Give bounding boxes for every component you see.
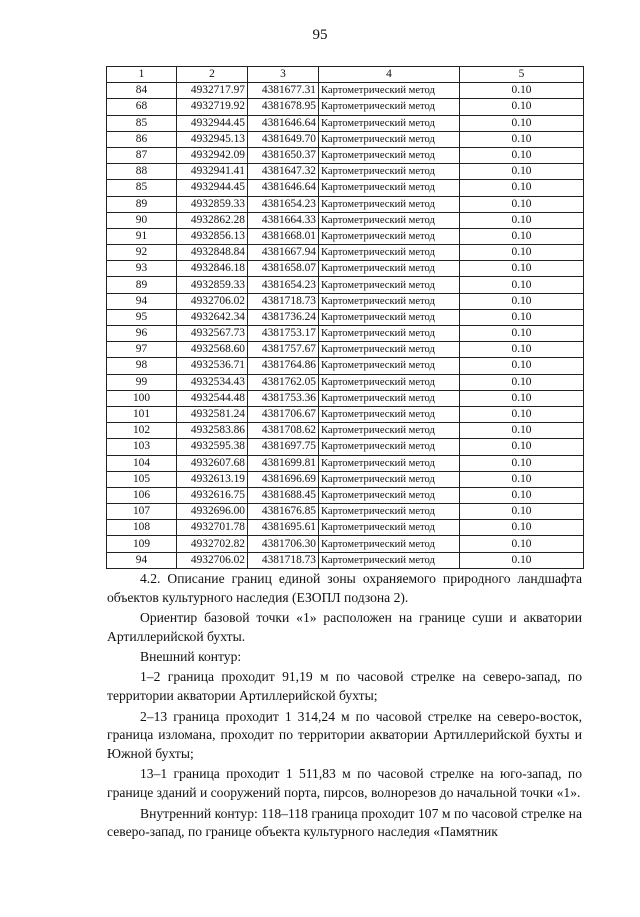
- paragraph: 1–2 граница проходит 91,19 м по часовой стрелке на северо-запад, по территории акватории Артиллерийской бухты;: [107, 669, 582, 704]
- method-cell: Картометрический метод: [319, 552, 460, 568]
- x-coordinate-cell: 4932941.41: [177, 164, 248, 180]
- y-coordinate-cell: 4381677.31: [248, 83, 319, 99]
- x-coordinate-cell: 4932702.82: [177, 536, 248, 552]
- accuracy-cell: 0.10: [460, 471, 584, 487]
- table-row: [107, 277, 584, 293]
- point-number-cell: 90: [107, 212, 177, 228]
- table-row: [107, 212, 584, 228]
- x-coordinate-cell: 4932544.48: [177, 390, 248, 406]
- table-row: [107, 423, 584, 439]
- table-row: [107, 342, 584, 358]
- y-coordinate-cell: 4381718.73: [248, 552, 319, 568]
- accuracy-cell: 0.10: [460, 131, 584, 147]
- method-cell: Картометрический метод: [319, 504, 460, 520]
- x-coordinate-cell: 4932595.38: [177, 439, 248, 455]
- method-cell: Картометрический метод: [319, 277, 460, 293]
- method-cell: Картометрический метод: [319, 261, 460, 277]
- table-row: [107, 471, 584, 487]
- x-coordinate-cell: 4932944.45: [177, 115, 248, 131]
- paragraph: Внутренний контур: 118–118 граница проходит 107 м по часовой стрелке на северо-запад, по границе объекта культурного наследия «Памятник: [107, 805, 582, 840]
- method-cell: Картометрический метод: [319, 358, 460, 374]
- paragraph: 4.2. Описание границ единой зоны охраняемого природного ландшафта объектов культурного наследия (ЕЗОПЛ подзона 2).: [107, 571, 582, 605]
- y-coordinate-cell: 4381650.37: [248, 147, 319, 163]
- table-row: [107, 131, 584, 147]
- method-cell: Картометрический метод: [319, 520, 460, 536]
- table-row: [107, 180, 584, 196]
- method-cell: Картометрический метод: [319, 212, 460, 228]
- accuracy-cell: 0.10: [460, 277, 584, 293]
- method-cell: Картометрический метод: [319, 147, 460, 163]
- accuracy-cell: 0.10: [460, 552, 584, 568]
- x-coordinate-cell: 4932719.92: [177, 99, 248, 115]
- point-number-cell: 96: [107, 326, 177, 342]
- y-coordinate-cell: 4381676.85: [248, 504, 319, 520]
- method-cell: Картометрический метод: [319, 180, 460, 196]
- accuracy-cell: 0.10: [460, 228, 584, 244]
- method-cell: Картометрический метод: [319, 471, 460, 487]
- x-coordinate-cell: 4932717.97: [177, 83, 248, 99]
- column-header: 5: [460, 67, 584, 83]
- table-row: [107, 164, 584, 180]
- method-cell: Картометрический метод: [319, 536, 460, 552]
- method-cell: Картометрический метод: [319, 390, 460, 406]
- table-row: [107, 374, 584, 390]
- method-cell: Картометрический метод: [319, 131, 460, 147]
- table-row: [107, 309, 584, 325]
- method-cell: Картометрический метод: [319, 164, 460, 180]
- y-coordinate-cell: 4381718.73: [248, 293, 319, 309]
- column-header: 1: [107, 67, 177, 83]
- accuracy-cell: 0.10: [460, 358, 584, 374]
- y-coordinate-cell: 4381695.61: [248, 520, 319, 536]
- method-cell: Картометрический метод: [319, 439, 460, 455]
- point-number-cell: 98: [107, 358, 177, 374]
- x-coordinate-cell: 4932567.73: [177, 326, 248, 342]
- table-row: [107, 439, 584, 455]
- point-number-cell: 104: [107, 455, 177, 471]
- method-cell: Картометрический метод: [319, 487, 460, 503]
- method-cell: Картометрический метод: [319, 228, 460, 244]
- x-coordinate-cell: 4932846.18: [177, 261, 248, 277]
- method-cell: Картометрический метод: [319, 423, 460, 439]
- x-coordinate-cell: 4932706.02: [177, 552, 248, 568]
- paragraph: Ориентир базовой точки «1» расположен на границе суши и акватории Артиллерийской бухты.: [107, 610, 582, 644]
- x-coordinate-cell: 4932706.02: [177, 293, 248, 309]
- y-coordinate-cell: 4381688.45: [248, 487, 319, 503]
- x-coordinate-cell: 4932696.00: [177, 504, 248, 520]
- point-number-cell: 91: [107, 228, 177, 244]
- table-row: [107, 326, 584, 342]
- y-coordinate-cell: 4381667.94: [248, 245, 319, 261]
- table-body: [107, 83, 584, 569]
- method-cell: Картометрический метод: [319, 309, 460, 325]
- point-number-cell: 95: [107, 309, 177, 325]
- point-number-cell: 68: [107, 99, 177, 115]
- table-row: [107, 293, 584, 309]
- x-coordinate-cell: 4932568.60: [177, 342, 248, 358]
- point-number-cell: 86: [107, 131, 177, 147]
- point-number-cell: 87: [107, 147, 177, 163]
- y-coordinate-cell: 4381696.69: [248, 471, 319, 487]
- point-number-cell: 85: [107, 115, 177, 131]
- paragraph: 13–1 граница проходит 1 511,83 м по часовой стрелке на юго-запад, по границе зданий и сооружений порта, пирсов, волнорезов до начальной точки «1».: [107, 766, 582, 801]
- y-coordinate-cell: 4381762.05: [248, 374, 319, 390]
- x-coordinate-cell: 4932642.34: [177, 309, 248, 325]
- accuracy-cell: 0.10: [460, 147, 584, 163]
- table-row: [107, 147, 584, 163]
- point-number-cell: 103: [107, 439, 177, 455]
- column-header: 4: [319, 67, 460, 83]
- point-number-cell: 101: [107, 406, 177, 422]
- accuracy-cell: 0.10: [460, 520, 584, 536]
- boundary-description: [107, 570, 582, 844]
- accuracy-cell: 0.10: [460, 164, 584, 180]
- y-coordinate-cell: 4381654.23: [248, 196, 319, 212]
- table-row: [107, 520, 584, 536]
- accuracy-cell: 0.10: [460, 406, 584, 422]
- x-coordinate-cell: 4932856.13: [177, 228, 248, 244]
- x-coordinate-cell: 4932862.28: [177, 212, 248, 228]
- method-cell: Картометрический метод: [319, 196, 460, 212]
- method-cell: Картометрический метод: [319, 342, 460, 358]
- accuracy-cell: 0.10: [460, 374, 584, 390]
- y-coordinate-cell: 4381649.70: [248, 131, 319, 147]
- x-coordinate-cell: 4932583.86: [177, 423, 248, 439]
- table-row: [107, 390, 584, 406]
- y-coordinate-cell: 4381668.01: [248, 228, 319, 244]
- method-cell: Картометрический метод: [319, 326, 460, 342]
- paragraph: 2–13 граница проходит 1 314,24 м по часовой стрелке на северо-восток, граница изломана, проходит по территории акватории Артиллерийской бухты и Южной бухты;: [107, 708, 582, 762]
- accuracy-cell: 0.10: [460, 245, 584, 261]
- column-header: 3: [248, 67, 319, 83]
- point-number-cell: 94: [107, 552, 177, 568]
- x-coordinate-cell: 4932534.43: [177, 374, 248, 390]
- x-coordinate-cell: 4932581.24: [177, 406, 248, 422]
- table-row: [107, 504, 584, 520]
- table-row: [107, 245, 584, 261]
- table-row: [107, 406, 584, 422]
- method-cell: Картометрический метод: [319, 99, 460, 115]
- y-coordinate-cell: 4381753.36: [248, 390, 319, 406]
- point-number-cell: 89: [107, 196, 177, 212]
- x-coordinate-cell: 4932607.68: [177, 455, 248, 471]
- y-coordinate-cell: 4381646.64: [248, 180, 319, 196]
- x-coordinate-cell: 4932859.33: [177, 196, 248, 212]
- table-row: [107, 115, 584, 131]
- point-number-cell: 108: [107, 520, 177, 536]
- x-coordinate-cell: 4932536.71: [177, 358, 248, 374]
- table-row: [107, 83, 584, 99]
- point-number-cell: 93: [107, 261, 177, 277]
- x-coordinate-cell: 4932942.09: [177, 147, 248, 163]
- x-coordinate-cell: 4932613.19: [177, 471, 248, 487]
- accuracy-cell: 0.10: [460, 212, 584, 228]
- y-coordinate-cell: 4381706.67: [248, 406, 319, 422]
- table-row: [107, 228, 584, 244]
- y-coordinate-cell: 4381764.86: [248, 358, 319, 374]
- y-coordinate-cell: 4381678.95: [248, 99, 319, 115]
- method-cell: Картометрический метод: [319, 245, 460, 261]
- accuracy-cell: 0.10: [460, 390, 584, 406]
- accuracy-cell: 0.10: [460, 455, 584, 471]
- x-coordinate-cell: 4932945.13: [177, 131, 248, 147]
- point-number-cell: 99: [107, 374, 177, 390]
- y-coordinate-cell: 4381664.33: [248, 212, 319, 228]
- column-header: 2: [177, 67, 248, 83]
- y-coordinate-cell: 4381757.67: [248, 342, 319, 358]
- y-coordinate-cell: 4381647.32: [248, 164, 319, 180]
- accuracy-cell: 0.10: [460, 180, 584, 196]
- accuracy-cell: 0.10: [460, 261, 584, 277]
- point-number-cell: 105: [107, 471, 177, 487]
- table-row: [107, 487, 584, 503]
- point-number-cell: 88: [107, 164, 177, 180]
- accuracy-cell: 0.10: [460, 504, 584, 520]
- point-number-cell: 102: [107, 423, 177, 439]
- x-coordinate-cell: 4932944.45: [177, 180, 248, 196]
- point-number-cell: 84: [107, 83, 177, 99]
- method-cell: Картометрический метод: [319, 293, 460, 309]
- point-number-cell: 89: [107, 277, 177, 293]
- table-header-row: [107, 67, 584, 83]
- y-coordinate-cell: 4381646.64: [248, 115, 319, 131]
- accuracy-cell: 0.10: [460, 99, 584, 115]
- point-number-cell: 94: [107, 293, 177, 309]
- point-number-cell: 85: [107, 180, 177, 196]
- method-cell: Картометрический метод: [319, 455, 460, 471]
- coordinates-table: [106, 66, 584, 569]
- accuracy-cell: 0.10: [460, 326, 584, 342]
- accuracy-cell: 0.10: [460, 536, 584, 552]
- method-cell: Картометрический метод: [319, 83, 460, 99]
- point-number-cell: 106: [107, 487, 177, 503]
- y-coordinate-cell: 4381654.23: [248, 277, 319, 293]
- table-row: [107, 552, 584, 568]
- x-coordinate-cell: 4932616.75: [177, 487, 248, 503]
- table-row: [107, 455, 584, 471]
- accuracy-cell: 0.10: [460, 439, 584, 455]
- point-number-cell: 92: [107, 245, 177, 261]
- table-row: [107, 358, 584, 374]
- accuracy-cell: 0.10: [460, 293, 584, 309]
- y-coordinate-cell: 4381708.62: [248, 423, 319, 439]
- accuracy-cell: 0.10: [460, 309, 584, 325]
- table-row: [107, 196, 584, 212]
- point-number-cell: 109: [107, 536, 177, 552]
- y-coordinate-cell: 4381697.75: [248, 439, 319, 455]
- method-cell: Картометрический метод: [319, 406, 460, 422]
- paragraph: Внешний контур:: [140, 649, 242, 665]
- accuracy-cell: 0.10: [460, 83, 584, 99]
- point-number-cell: 97: [107, 342, 177, 358]
- page-number: 95: [312, 27, 328, 43]
- y-coordinate-cell: 4381736.24: [248, 309, 319, 325]
- table-row: [107, 261, 584, 277]
- y-coordinate-cell: 4381699.81: [248, 455, 319, 471]
- accuracy-cell: 0.10: [460, 423, 584, 439]
- point-number-cell: 107: [107, 504, 177, 520]
- y-coordinate-cell: 4381658.07: [248, 261, 319, 277]
- x-coordinate-cell: 4932848.84: [177, 245, 248, 261]
- accuracy-cell: 0.10: [460, 487, 584, 503]
- method-cell: Картометрический метод: [319, 115, 460, 131]
- accuracy-cell: 0.10: [460, 115, 584, 131]
- accuracy-cell: 0.10: [460, 342, 584, 358]
- table-row: [107, 536, 584, 552]
- x-coordinate-cell: 4932859.33: [177, 277, 248, 293]
- accuracy-cell: 0.10: [460, 196, 584, 212]
- method-cell: Картометрический метод: [319, 374, 460, 390]
- point-number-cell: 100: [107, 390, 177, 406]
- x-coordinate-cell: 4932701.78: [177, 520, 248, 536]
- y-coordinate-cell: 4381706.30: [248, 536, 319, 552]
- y-coordinate-cell: 4381753.17: [248, 326, 319, 342]
- table-row: [107, 99, 584, 115]
